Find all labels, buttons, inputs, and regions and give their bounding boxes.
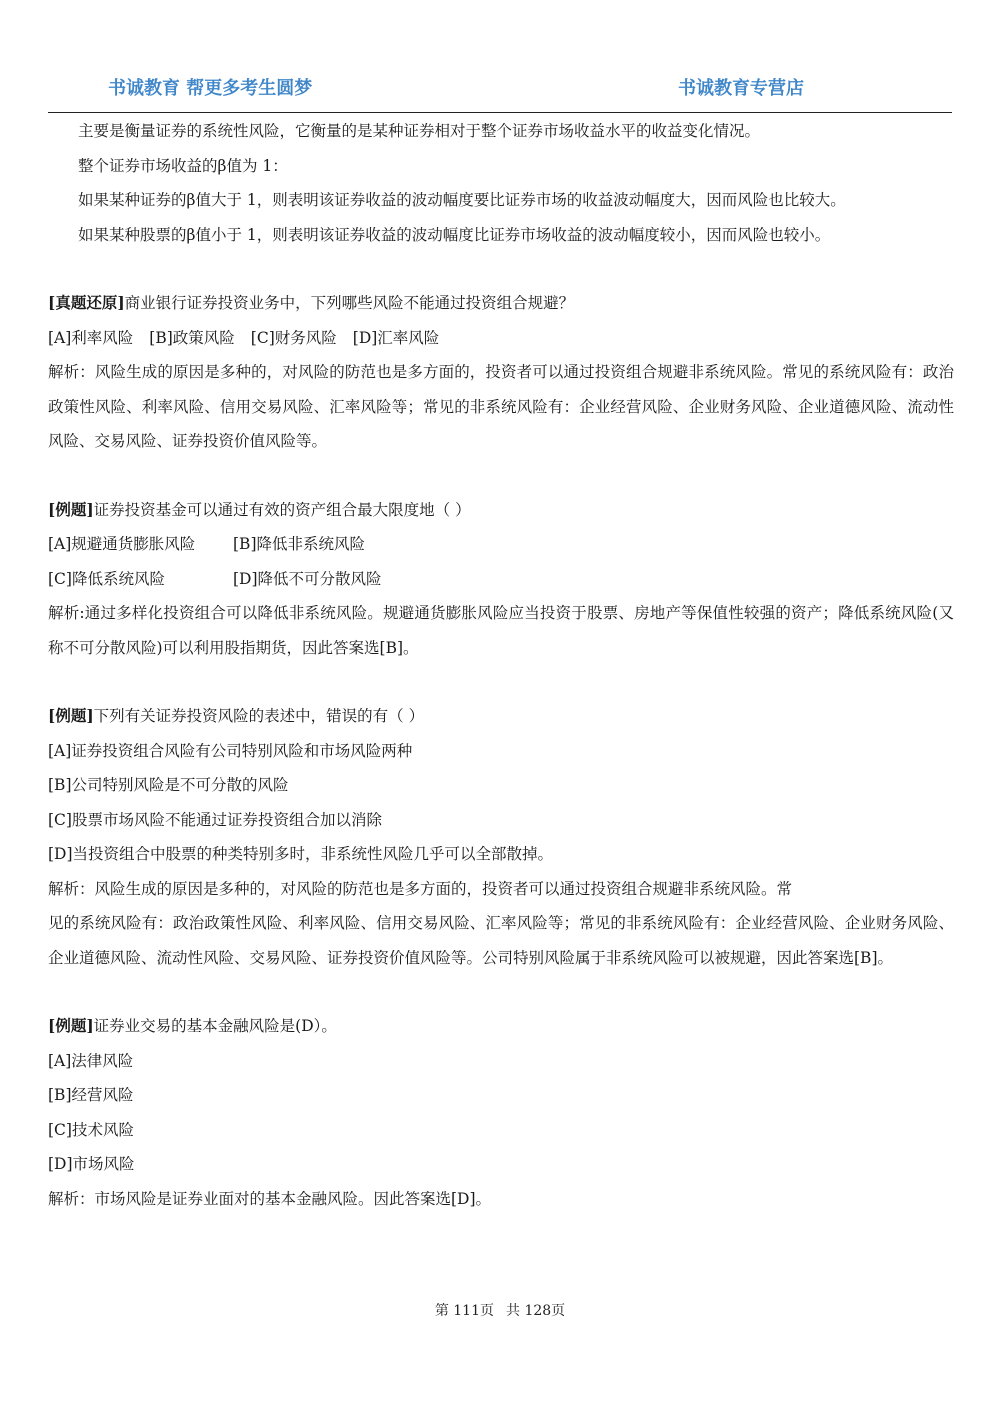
header-store-name: 书诚教育专营店	[678, 78, 804, 99]
question-1	[48, 286, 954, 321]
option-b: [B]降低非系统风险	[233, 535, 365, 553]
question-text: 商业银行证券投资业务中，下列哪些风险不能通过投资组合规避？	[124, 294, 575, 312]
intro-line: 整个证券市场收益的β值为 1：	[78, 156, 288, 175]
intro-line: 如果某种证券的β值大于 1，则表明该证券收益的波动幅度要比证券市场的收益波动幅度大，因而风险也比较大。	[78, 191, 846, 209]
question-text: 证券投资基金可以通过有效的资产组合最大限度地（ ）	[93, 500, 471, 519]
question-1-options	[48, 321, 954, 356]
page-content	[48, 114, 954, 1216]
page-footer	[0, 1300, 1000, 1320]
question-3-analysis-first-line: 解析：风险生成的原因是多种的，对风险的防范也是多方面的，投资者可以通过投资组合规避非系统风险。常	[48, 879, 793, 898]
option-c: [C]财务风险	[250, 328, 337, 347]
page-header	[48, 70, 952, 113]
option-d: [D]当投资组合中股票的种类特别多时，非系统性风险几乎可以全部散掉。	[48, 845, 554, 863]
option-b: [B]政策风险	[149, 328, 235, 347]
question-2-options-row-2	[48, 562, 954, 597]
question-tag: [例题]	[48, 499, 94, 519]
question-4	[48, 1009, 954, 1044]
option-a: [A]法律风险	[48, 1051, 134, 1070]
question-1-analysis: 解析：风险生成的原因是多种的，对风险的防范也是多方面的，投资者可以通过投资组合规避非系统风险。常见的系统风险有：政治政策性风险、利率风险、信用交易风险、汇率风险等；常见的非系统风险有：企业经营风险、企业财务风险、企业道德风险、流动性风险、交易风险、证券投资价值风险等。	[48, 363, 954, 450]
question-text: 证券业交易的基本金融风险是(D）。	[93, 1017, 337, 1035]
intro-line: 主要是衡量证券的系统性风险，它衡量的是某种证券相对于整个证券市场收益水平的收益变化情况。	[78, 122, 761, 140]
option-c: [C]降低系统风险	[48, 569, 165, 588]
option-a: [A]证券投资组合风险有公司特别风险和市场风险两种	[48, 741, 413, 760]
question-tag: [真题还原]	[48, 293, 125, 312]
question-2	[48, 493, 954, 528]
option-c: [C]股票市场风险不能通过证券投资组合加以消除	[48, 810, 382, 829]
question-2-analysis: 解析:通过多样化投资组合可以降低非系统风险。规避通货膨胀风险应当投资于股票、房地产等保值性较强的资产；降低系统风险(又称不可分散风险)可以利用股指期货，因此答案选[B]。	[48, 604, 954, 657]
question-text: 下列有关证券投资风险的表述中，错误的有（ ）	[93, 707, 425, 725]
option-b: [B]公司特别风险是不可分散的风险	[48, 776, 289, 794]
question-3-analysis: 见的系统风险有：政治政策性风险、利率风险、信用交易风险、汇率风险等；常见的非系统风险有：企业经营风险、企业财务风险、企业道德风险、流动性风险、交易风险、证券投资价值风险等。公司特别风险属于非系统风险可以被规避，因此答案选[B]。	[48, 914, 954, 967]
option-a: [A]利率风险	[48, 328, 134, 347]
option-a: [A]规避通货膨胀风险	[48, 535, 196, 553]
option-b: [B]经营风险	[48, 1086, 134, 1104]
option-d: [D]降低不可分散风险	[233, 569, 382, 588]
page-total: 共 128页	[506, 1303, 566, 1319]
option-c: [C]技术风险	[48, 1120, 134, 1139]
intro-line: 如果某种股票的β值小于 1，则表明该证券收益的波动幅度比证券市场收益的波动幅度较小，因而风险也较小。	[78, 225, 831, 244]
question-2-options-row-1	[48, 527, 954, 562]
question-3	[48, 699, 954, 734]
question-tag: [例题]	[48, 706, 94, 725]
option-d: [D]市场风险	[48, 1155, 135, 1173]
question-tag: [例题]	[48, 1016, 94, 1035]
header-slogan: 书诚教育 帮更多考生圆梦	[108, 78, 313, 99]
question-4-analysis: 解析：市场风险是证券业面对的基本金融风险。因此答案选[D]。	[48, 1189, 492, 1208]
page-number: 第 111页	[434, 1303, 494, 1319]
option-d: [D]汇率风险	[352, 328, 440, 347]
